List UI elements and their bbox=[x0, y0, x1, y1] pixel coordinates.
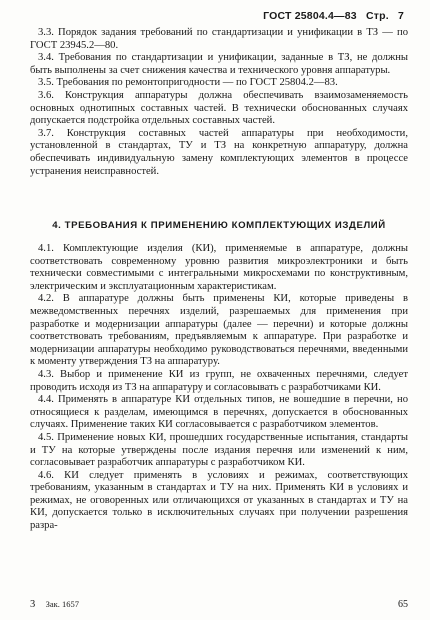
paragraph-3-7: 3.7. Конструкция составных частей аппаратуры при необходимости, установленной в стандартах, ТУ и ТЗ на конкретную аппаратуру, должна обеспечивать индивидуальную замену комплектующих элементов в процессе устранения неисправностей. bbox=[30, 127, 408, 177]
section-3-text bbox=[30, 27, 408, 178]
paragraph-3-6: 3.6. Конструкция аппаратуры должна обеспечивать взаимозаменяемость основных однотипных составных частей. В технически обоснованных случаях допускается подстройка отдельных составных частей. bbox=[30, 89, 408, 127]
paragraph-4-1: 4.1. Комплектующие изделия (КИ), применяемые в аппаратуре, должны соответствовать современному уровню развития микроэлектроники и быть технически совместимыми с интегральными микросхемами по конструктивным, электрическим и эксплуатационным характеристикам. bbox=[30, 243, 408, 292]
paragraph-3-5: 3.5. Требования по ремонтопригодности — по ГОСТ 25804.2—83. bbox=[38, 77, 338, 89]
page-label: Стр. bbox=[365, 10, 389, 22]
footer-left bbox=[30, 599, 79, 610]
signature-mark: 3 bbox=[30, 599, 36, 610]
footer-page-number: 65 bbox=[398, 599, 408, 610]
paragraph-4-6: 4.6. КИ следует применять в условиях и режимах, соответствующих требованиям, указанным в стандартах и ТУ на них. Применять КИ в условиях и режимах, не оговоренных или отличающихся от указанных в стандартах и ТУ на КИ, допускается только в исключительных случаях при получении разрешения разра- bbox=[30, 469, 408, 532]
standard-designation: ГОСТ 25804.4—83 bbox=[263, 10, 357, 22]
paragraph-3-4: 3.4. Требования по стандартизации и унификации, заданные в ТЗ, не должны быть выполнены за счет снижения качества и технического уровня аппаратуры. bbox=[30, 52, 408, 76]
section-4-text bbox=[30, 243, 408, 533]
print-order: Зак. 1657 bbox=[45, 599, 80, 609]
section-4-heading: 4. ТРЕБОВАНИЯ К ПРИМЕНЕНИЮ КОМПЛЕКТУЮЩИХ ИЗДЕЛИЙ bbox=[52, 220, 386, 231]
paragraph-4-4: 4.4. Применять в аппаратуре КИ отдельных типов, не вошедшие в перечни, но относящиеся к разделам, имеющимся в перечнях, допускается в обоснованных случаях. Применение таких КИ согласовывается с разработчиком элементов. bbox=[30, 394, 408, 431]
paragraph-4-5: 4.5. Применение новых КИ, прошедших государственные испытания, стандарты и ТУ на которые утверждены после издания перечня или изменений к ним, согласовывает разработчик аппаратуры с разработчиком КИ. bbox=[30, 431, 408, 469]
running-header bbox=[263, 10, 404, 22]
paragraph-3-3: 3.3. Порядок задания требований по стандартизации и унификации в ТЗ — по ГОСТ 23945.2—80. bbox=[30, 27, 408, 51]
paragraph-4-3: 4.3. Выбор и применение КИ из групп, не охваченных перечнями, следует проводить исходя из ТЗ на аппаратуру и согласовывать с разработчиками КИ. bbox=[30, 368, 408, 393]
paragraph-4-2: 4.2. В аппаратуре должны быть применены КИ, которые приведены в межведомственных перечнях изделий, разрешаемых для применения при разработке и модернизации аппаратуры (далее — перечни) и которые должны соответствовать требованиям, предъявляемым к аппаратуре. При разработке и модернизации аппаратуры необходимо руководствоваться перечнями, введенными к моменту утверждения ТЗ на аппаратуру. bbox=[30, 293, 408, 368]
page-footer bbox=[30, 599, 408, 610]
page-number: 7 bbox=[397, 10, 404, 22]
